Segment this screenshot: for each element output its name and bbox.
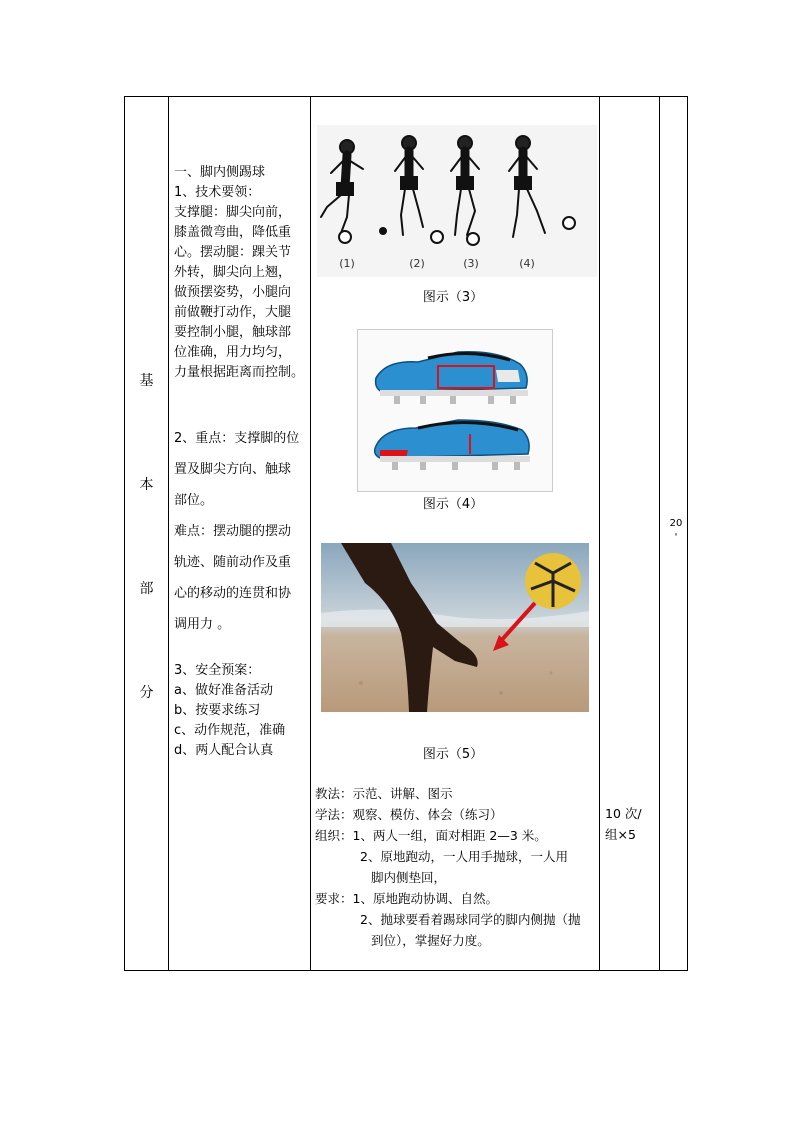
technique-line: 力量根据距离而控制。	[174, 365, 305, 380]
difficulty-line: 难点：摆动腿的摆动	[174, 524, 292, 539]
section-char: 分	[139, 685, 154, 701]
beach-kick-photo	[321, 543, 589, 712]
organization-2-cont: 脚内侧垫回，	[371, 870, 447, 885]
safety-item: d、两人配合认真	[174, 743, 274, 758]
organization-2: 2、原地跑动，一人用手抛球，一人用	[360, 849, 568, 864]
lesson-table	[124, 96, 688, 971]
time-mark: '	[674, 532, 678, 543]
figure-step-label: (3)	[463, 257, 479, 270]
figure-4-caption: 图示（4）	[422, 497, 484, 512]
safety-item: c、动作规范，准确	[174, 723, 286, 738]
technique-line: 外转，脚尖向上翘，	[174, 265, 292, 280]
difficulty-line: 调用力 。	[174, 617, 231, 632]
section-char: 部	[139, 581, 154, 597]
beach-kick-illustration	[321, 543, 589, 712]
requirement-1: 要求：1、原地跑动协调、自然。	[315, 891, 498, 906]
key-line: 2、重点：支撑脚的位	[174, 431, 300, 446]
kick-sequence-figure	[317, 125, 597, 277]
kick-sequence-illustration	[317, 125, 597, 277]
safety-item: a、做好准备活动	[174, 683, 273, 698]
load-block	[605, 803, 659, 845]
technique-line: 做预摆姿势，小腿向	[174, 285, 292, 300]
requirement-2: 2、抛球要看着踢球同学的脚内侧抛（抛	[360, 912, 581, 927]
technique-subtitle: 1、技术要领：	[174, 185, 261, 200]
technique-block	[174, 163, 312, 383]
key-line: 部位。	[174, 493, 214, 508]
column-divider	[659, 97, 660, 970]
figure-step-label: (4)	[519, 257, 535, 270]
teaching-method: 教法：示范、讲解、图示	[315, 786, 453, 801]
organization-1: 组织：1、两人一组，面对相距 2—3 米。	[315, 828, 547, 843]
key-points-block	[174, 423, 312, 640]
shoe-illustration	[358, 330, 552, 491]
section-char: 基	[139, 373, 154, 389]
load-sets: 组×5	[605, 827, 636, 842]
shoe-figure	[357, 329, 553, 492]
key-line: 置及脚尖方向、触球	[174, 462, 292, 477]
figure-5-caption: 图示（5）	[422, 747, 484, 762]
learning-method: 学法：观察、模仿、体会（练习）	[315, 807, 503, 822]
column-divider	[168, 97, 169, 970]
time-value: 20	[669, 518, 683, 529]
figure-step-label: (2)	[409, 257, 425, 270]
figure-3-caption: 图示（3）	[422, 290, 484, 305]
requirement-2-cont: 到位），掌握好力度。	[371, 933, 490, 948]
technique-line: 心。摆动腿：踝关节	[174, 245, 292, 260]
figure-step-label: (1)	[339, 257, 355, 270]
section-char: 本	[139, 477, 154, 493]
safety-title: 3、安全预案：	[174, 663, 261, 678]
difficulty-line: 轨迹、随前动作及重	[174, 555, 292, 570]
difficulty-line: 心的移动的连贯和协	[174, 586, 292, 601]
load-times: 10 次/	[605, 806, 642, 821]
technique-title: 一、脚内侧踢球	[174, 165, 266, 180]
safety-block	[174, 661, 312, 761]
technique-line: 位准确，用力均匀，	[174, 345, 292, 360]
safety-item: b、按要求练习	[174, 703, 261, 718]
technique-line: 前做鞭打动作，大腿	[174, 305, 292, 320]
method-block	[315, 783, 601, 951]
technique-line: 支撑腿：脚尖向前，	[174, 205, 292, 220]
time-block	[665, 517, 687, 545]
technique-line: 膝盖微弯曲，降低重	[174, 225, 292, 240]
technique-line: 要控制小腿，触球部	[174, 325, 292, 340]
